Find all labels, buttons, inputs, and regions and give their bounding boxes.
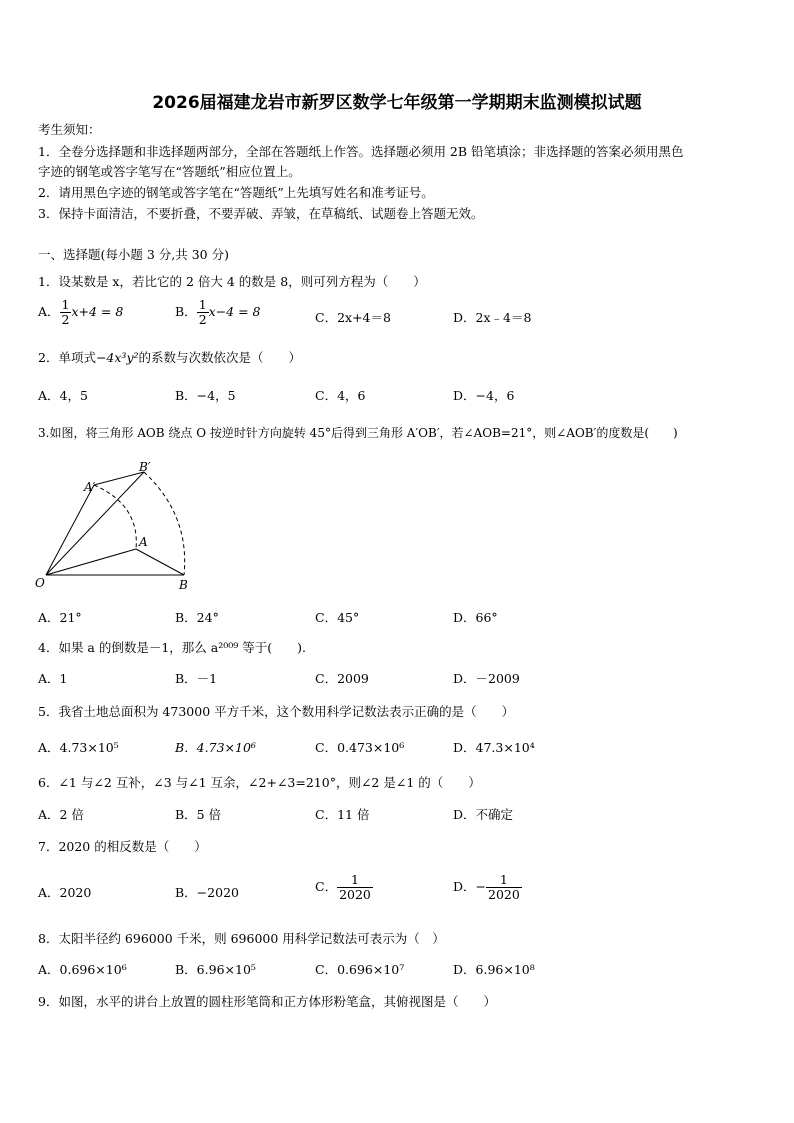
segment-a1b1: [94, 472, 144, 485]
question-7-option-b: B．−2020: [175, 885, 239, 900]
question-5-option-d: D．47.3×10⁴: [453, 740, 535, 755]
question-3-option-a: A．21°: [38, 610, 82, 625]
question-8-stem: 8．太阳半径约 696000 千米，则 696000 用科学记数法可表示为（ ）: [38, 931, 445, 946]
question-6-option-c: C．11 倍: [315, 807, 370, 822]
question-2-option-b: B．−4，5: [175, 388, 236, 403]
question-1-stem: 1．设某数是 x，若比它的 2 倍大 4 的数是 8，则可列方程为（ ）: [38, 274, 426, 289]
arc-b: [144, 472, 185, 575]
question-4-stem: 4．如果 a 的倒数是－1，那么 a²⁰⁰⁹ 等于( ).: [38, 640, 306, 655]
question-7-stem: 7．2020 的相反数是（ ）: [38, 839, 207, 854]
label-b-prime: B′: [139, 460, 151, 474]
question-1-option-c: C．2x+4＝8: [315, 310, 391, 325]
question-2-option-a: A．4，5: [38, 388, 88, 403]
label-o: O: [35, 576, 45, 590]
question-2-option-d: D．−4，6: [453, 388, 515, 403]
question-6-option-d: D．不确定: [453, 807, 514, 822]
notice-item-3: 3．保持卡面清洁，不要折叠，不要弄破、弄皱，在草稿纸、试题卷上答题无效。: [38, 206, 484, 221]
arc-a: [94, 485, 136, 549]
notice-item-1-cont: 字迹的钢笔或答字笔写在“答题纸”相应位置上。: [38, 164, 301, 179]
question-4-option-b: B．－1: [175, 671, 218, 686]
question-2-stem: 2．单项式−4x³y²的系数与次数依次是（ ）: [38, 350, 302, 365]
question-7-option-d: D．− $\frac{1}{2020}$: [453, 872, 520, 902]
rotation-figure: [30, 455, 200, 595]
label-b: B: [179, 578, 188, 592]
question-5-stem: 5．我省土地总面积为 473000 平方千米，这个数用科学记数法表示正确的是（ ）: [38, 704, 515, 719]
page-title: 2026届福建龙岩市新罗区数学七年级第一学期期末监测模拟试题: [152, 93, 642, 113]
question-8-option-d: D．6.96×10⁸: [453, 962, 535, 977]
question-1-option-b: B． $\frac{1}{2}$ x−4 = 8: [175, 297, 261, 327]
question-7-option-a: A．2020: [38, 885, 92, 900]
question-5-option-c: C．0.473×10⁶: [315, 740, 405, 755]
question-5-option-b: B．4.73×10⁶: [175, 740, 256, 755]
question-3-option-b: B．24°: [175, 610, 219, 625]
question-8-option-a: A．0.696×10⁶: [38, 962, 127, 977]
segment-ab: [136, 549, 184, 575]
section-heading: 一、选择题(每小题 3 分,共 30 分): [38, 247, 229, 262]
notice-item-1: 1．全卷分选择题和非选择题两部分，全部在答题纸上作答。选择题必须用 2B 铅笔填涂；非选择题的答案必须用黑色: [38, 144, 684, 159]
label-a: A: [139, 535, 148, 549]
question-4-option-c: C．2009: [315, 671, 369, 686]
question-3-stem: 3.如图，将三角形 AOB 绕点 O 按逆时针方向旋转 45°后得到三角形 A′OB′，若∠AOB=21°，则∠AOB′的度数是( ): [38, 426, 678, 440]
question-6-option-b: B．5 倍: [175, 807, 222, 822]
question-6-option-a: A．2 倍: [38, 807, 84, 822]
question-7-option-c: C． $\frac{1}{2020}$: [315, 872, 371, 902]
question-6-stem: 6．∠1 与∠2 互补，∠3 与∠1 互余，∠2+∠3=210°，则∠2 是∠1 的（ ）: [38, 775, 481, 790]
question-9-stem: 9．如图，水平的讲台上放置的圆柱形笔筒和正方体形粉笔盒，其俯视图是（ ）: [38, 994, 496, 1009]
label-a-prime: A′: [84, 480, 96, 494]
question-4-option-a: A．1: [38, 671, 68, 686]
segment-oa: [46, 549, 136, 575]
question-8-option-c: C．0.696×10⁷: [315, 962, 405, 977]
notice-heading: 考生须知：: [38, 122, 101, 137]
question-3-option-d: D．66°: [453, 610, 498, 625]
question-3-option-c: C．45°: [315, 610, 360, 625]
notice-item-2: 2．请用黑色字迹的钢笔或答字笔在“答题纸”上先填写姓名和准考证号。: [38, 185, 434, 200]
question-5-option-a: A．4.73×10⁵: [38, 740, 119, 755]
question-4-option-d: D．－2009: [453, 671, 520, 686]
question-1-option-a: A． $\frac{1}{2}$ x+4 = 8: [38, 297, 124, 327]
segment-oa1: [46, 485, 94, 575]
question-8-option-b: B．6.96×10⁵: [175, 962, 256, 977]
question-1-option-d: D．2x﹣4＝8: [453, 310, 532, 325]
question-2-option-c: C．4，6: [315, 388, 366, 403]
